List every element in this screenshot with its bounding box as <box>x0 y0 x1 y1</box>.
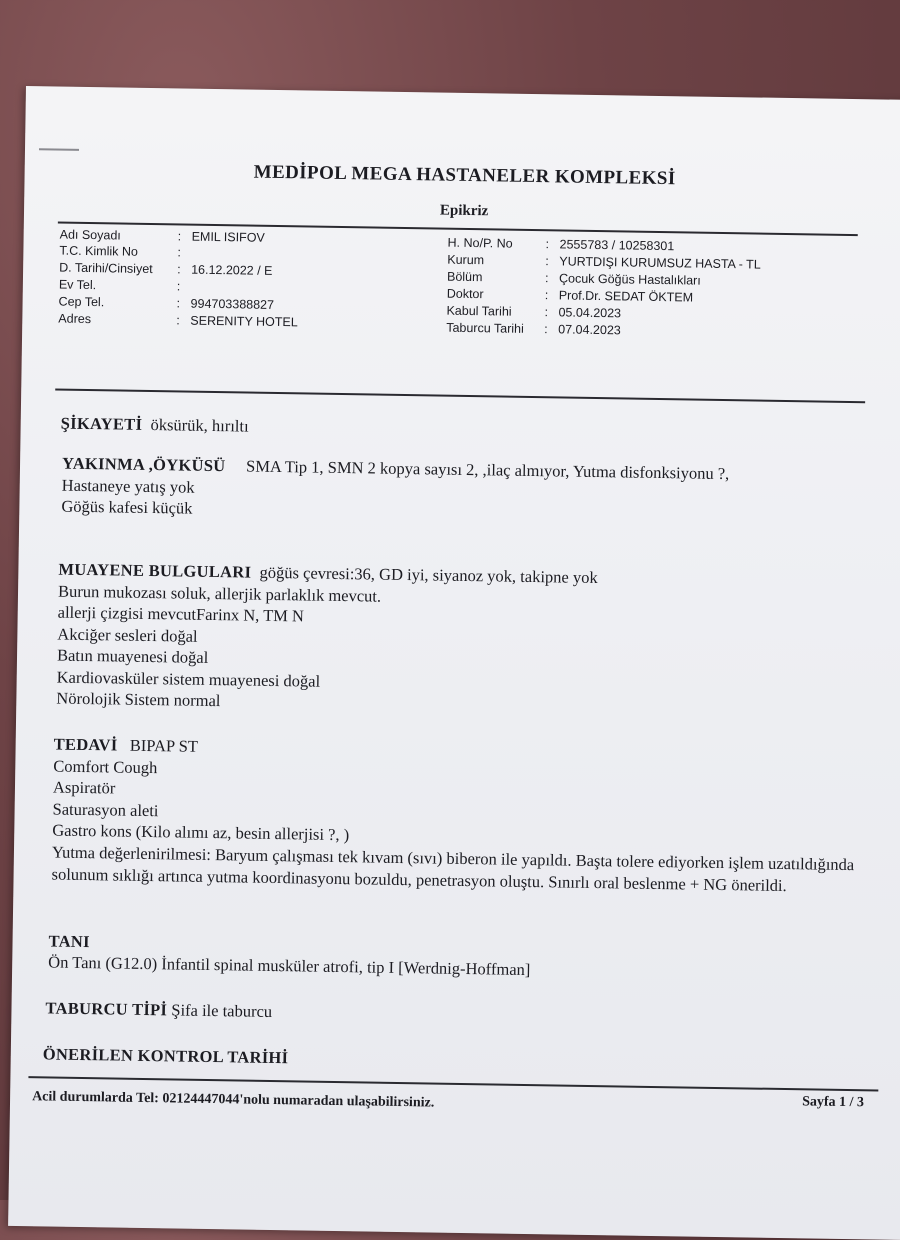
exam-line: allerji çizgisi mevcutFarinx N, TM N <box>58 603 305 627</box>
history-line: Hastaneye yatış yok <box>62 476 195 498</box>
epikriz-document <box>8 86 900 1240</box>
field-value: 994703388827 <box>190 297 274 312</box>
section-title: MUAYENE BULGULARI <box>58 560 251 582</box>
section-text: SMA Tip 1, SMN 2 kopya sayısı 2, ,ilaç almıyor, Yutma disfonksiyonu ?, <box>246 457 729 484</box>
field-value: 16.12.2022 / E <box>191 263 273 278</box>
patient-row: Adres : SERENITY HOTEL <box>58 312 298 330</box>
corner-mark <box>39 148 79 151</box>
followup-title: ÖNERİLEN KONTROL TARİHİ <box>43 1044 289 1068</box>
complaint-section <box>61 414 249 437</box>
field-label: Kabul Tarihi <box>446 304 544 320</box>
field-label: T.C. Kimlik No <box>59 244 177 260</box>
patient-info <box>26 86 900 100</box>
field-label: H. No/P. No <box>447 236 545 252</box>
exam-line: Akciğer sesleri doğal <box>57 625 197 647</box>
admission-row: Bölüm : Çocuk Göğüs Hastalıkları <box>447 270 701 288</box>
discharge-section <box>45 998 272 1022</box>
field-value: SERENITY HOTEL <box>190 314 298 330</box>
history-line: Göğüs kafesi küçük <box>61 497 192 519</box>
treatment-line: Gastro kons (Kilo alımı az, besin allerjisi ?, ) <box>52 821 349 846</box>
page-number: Sayfa 1 / 3 <box>802 1094 864 1111</box>
field-value: Prof.Dr. SEDAT ÖKTEM <box>559 288 694 304</box>
patient-row: D. Tarihi/Cinsiyet : 16.12.2022 / E <box>59 261 273 278</box>
treatment-line: Comfort Cough <box>53 757 157 779</box>
hospital-name: MEDİPOL MEGA HASTANELER KOMPLEKSİ <box>25 158 900 194</box>
field-value: 2555783 / 10258301 <box>559 237 674 253</box>
admission-row: Kabul Tarihi : 05.04.2023 <box>446 304 621 321</box>
admission-info <box>26 86 900 100</box>
field-value: Çocuk Göğüs Hastalıkları <box>559 271 701 287</box>
section-title: ŞİKAYETİ <box>61 414 143 434</box>
swallow-evaluation: Yutma değerlenirilmesi: Baryum çalışması tek kıvam (sıvı) biberon ile yapıldı. Başta tolere ediyorken işlem uzatıldığında solunum sıklığı artınca yutma koordinasyonu bozuldu, penetrasyon oluştu. Sınırlı oral beslenme + NG önerildi. <box>51 842 858 899</box>
exam-line: Burun mukozası soluk, allerjik parlaklık mevcut. <box>58 582 381 607</box>
field-label: Cep Tel. <box>59 295 177 311</box>
exam-line: Batın muayenesi doğal <box>57 646 209 668</box>
patient-row: T.C. Kimlik No : <box>59 244 191 260</box>
field-label: Doktor <box>447 287 545 303</box>
section-title: YAKINMA ,ÖYKÜSÜ <box>62 454 226 476</box>
section-title: TEDAVİ <box>54 735 118 755</box>
field-value: 05.04.2023 <box>558 305 621 320</box>
field-label: Adres <box>58 312 176 328</box>
field-label: Adı Soyadı <box>60 228 178 244</box>
footer-rule <box>28 1076 878 1091</box>
field-value: EMIL ISIFOV <box>192 230 265 245</box>
exam-section <box>26 86 900 100</box>
exam-line: Kardiovasküler sistem muayenesi doğal <box>57 668 321 692</box>
field-value: YURTDIŞI KURUMSUZ HASTA - TL <box>559 254 761 271</box>
emergency-note: Acil durumlarda Tel: 02124447044'nolu numaradan ulaşabilirsiniz. <box>32 1089 434 1111</box>
admission-row: Doktor : Prof.Dr. SEDAT ÖKTEM <box>447 287 693 305</box>
admission-row: Taburcu Tarihi : 07.04.2023 <box>446 321 621 338</box>
patient-row: Cep Tel. : 994703388827 <box>59 295 275 312</box>
patient-row: Adı Soyadı : EMIL ISIFOV <box>60 228 265 245</box>
admission-row: H. No/P. No : 2555783 / 10258301 <box>447 236 674 254</box>
field-label: Bölüm <box>447 270 545 286</box>
section-text: Şifa ile taburcu <box>171 1000 272 1021</box>
field-value: 07.04.2023 <box>558 322 621 337</box>
field-label: D. Tarihi/Cinsiyet <box>59 261 177 277</box>
treatment-line: Aspiratör <box>53 778 116 799</box>
section-text: öksürük, hırıltı <box>150 415 248 436</box>
section-title: TABURCU TİPİ <box>45 998 167 1019</box>
section-text: göğüs çevresi:36, GD iyi, siyanoz yok, takipne yok <box>259 563 597 587</box>
field-label: Kurum <box>447 253 545 269</box>
section-title: TANI <box>48 931 90 952</box>
history-section <box>26 86 900 100</box>
section-text: BIPAP ST <box>130 736 198 756</box>
diagnosis-section <box>26 86 900 100</box>
treatment-line: Saturasyon aleti <box>52 800 158 822</box>
patient-row: Ev Tel. : <box>59 278 191 294</box>
field-label: Ev Tel. <box>59 278 177 294</box>
document-type: Epikriz <box>24 196 900 227</box>
treatment-section <box>26 86 900 100</box>
exam-line: Nörolojik Sistem normal <box>56 689 220 712</box>
info-rule <box>55 388 865 402</box>
admission-row: Kurum : YURTDIŞI KURUMSUZ HASTA - TL <box>447 253 761 272</box>
field-label: Taburcu Tarihi <box>446 321 544 337</box>
diagnosis-text: Ön Tanı (G12.0) İnfantil spinal musküler atrofi, tip I [Werdnig-Hoffman] <box>48 952 530 980</box>
